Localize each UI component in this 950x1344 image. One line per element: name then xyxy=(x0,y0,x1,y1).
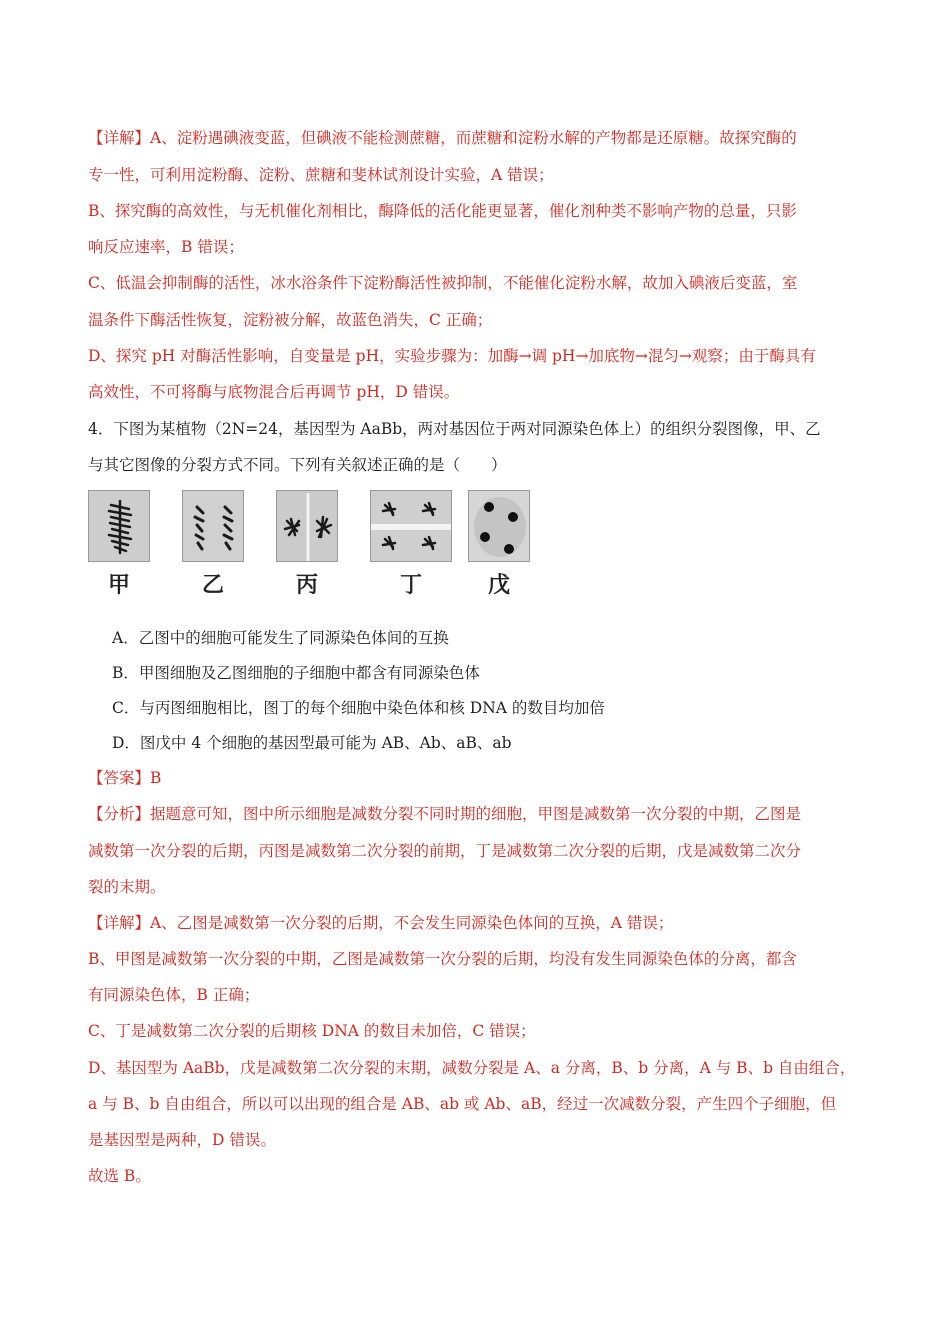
answer-line: 【答案】B xyxy=(88,769,162,787)
detail-line: a 与 B、b 自由组合，所以可以出现的组合是 AB、ab 或 Ab、aB，经过一次减数分裂，产生四个子细胞，但 xyxy=(88,1095,837,1113)
option-a: A．乙图中的细胞可能发生了同源染色体间的互换 xyxy=(112,629,449,647)
analysis-line: 【分析】据题意可知，图中所示细胞是减数分裂不同时期的细胞，甲图是减数第一次分裂的中期，乙图是 xyxy=(88,805,802,823)
conclusion-line: 故选 B。 xyxy=(88,1167,151,1185)
detail-line: D、基因型为 AaBb，戊是减数第二次分裂的末期，减数分裂是 A、a 分离，B、b 分离，A 与 B、b 自由组合， xyxy=(88,1059,856,1077)
explanation-line: D、探究 pH 对酶活性影响，自变量是 pH，实验步骤为：加酶→调 pH→加底物→混匀→观察；由于酶具有 xyxy=(88,347,816,365)
analysis-line: 裂的末期。 xyxy=(88,878,166,896)
figure-label-wu: 戊 xyxy=(487,572,510,598)
explanation-line: 温条件下酶活性恢复，淀粉被分解，故蓝色消失，C 正确； xyxy=(88,311,493,329)
explanation-line: 【详解】A、淀粉遇碘液变蓝，但碘液不能检测蔗糖，而蔗糖和淀粉水解的产物都是还原糖。故探究酶的 xyxy=(88,129,797,147)
cell-image-bing xyxy=(276,490,338,562)
cell-image-ding xyxy=(370,490,452,562)
figure-label-yi: 乙 xyxy=(201,572,224,598)
explanation-line: 专一性，可利用淀粉酶、淀粉、蔗糖和斐林试剂设计实验，A 错误； xyxy=(88,166,554,184)
option-b: B．甲图细胞及乙图细胞的子细胞中都含有同源染色体 xyxy=(112,664,480,682)
question-stem: 与其它图像的分裂方式不同。下列有关叙述正确的是（ ） xyxy=(88,456,507,474)
explanation-line: 高效性，不可将酶与底物混合后再调节 pH，D 错误。 xyxy=(88,383,460,401)
detail-line: 【详解】A、乙图是减数第一次分裂的后期，不会发生同源染色体间的互换，A 错误； xyxy=(88,914,674,932)
detail-line: 有同源染色体，B 正确； xyxy=(88,986,260,1004)
explanation-line: C、低温会抑制酶的活性，冰水浴条件下淀粉酶活性被抑制，不能催化淀粉水解，故加入碘液后变蓝，室 xyxy=(88,274,798,292)
detail-line: C、丁是减数第二次分裂的后期核 DNA 的数目未加倍，C 错误； xyxy=(88,1022,536,1040)
figure-label-jia: 甲 xyxy=(107,572,130,598)
detail-line: 是基因型是两种，D 错误。 xyxy=(88,1131,276,1149)
cell-image-jia xyxy=(88,490,150,562)
option-d: D．图戊中 4 个细胞的基因型最可能为 AB、Ab、aB、ab xyxy=(112,734,512,752)
figure-label-ding: 丁 xyxy=(399,572,422,598)
question-stem: 4．下图为某植物（2N=24，基因型为 AaBb，两对基因位于两对同源染色体上）的组织分裂图像，甲、乙 xyxy=(88,420,821,438)
explanation-line: B、探究酶的高效性，与无机催化剂相比，酶降低的活化能更显著，催化剂种类不影响产物的总量，只影 xyxy=(88,202,797,220)
option-c: C．与丙图细胞相比，图丁的每个细胞中染色体和核 DNA 的数目均加倍 xyxy=(112,699,605,717)
cell-division-figures xyxy=(88,490,538,598)
cell-image-yi xyxy=(182,490,244,562)
detail-line: B、甲图是减数第一次分裂的中期，乙图是减数第一次分裂的后期，均没有发生同源染色体的分离，都含 xyxy=(88,950,797,968)
analysis-line: 减数第一次分裂的后期，丙图是减数第二次分裂的前期，丁是减数第二次分裂的后期，戊是减数第二次分 xyxy=(88,842,802,860)
cell-image-wu xyxy=(468,490,530,562)
explanation-line: 响反应速率，B 错误； xyxy=(88,238,244,256)
figure-label-bing: 丙 xyxy=(295,572,318,598)
